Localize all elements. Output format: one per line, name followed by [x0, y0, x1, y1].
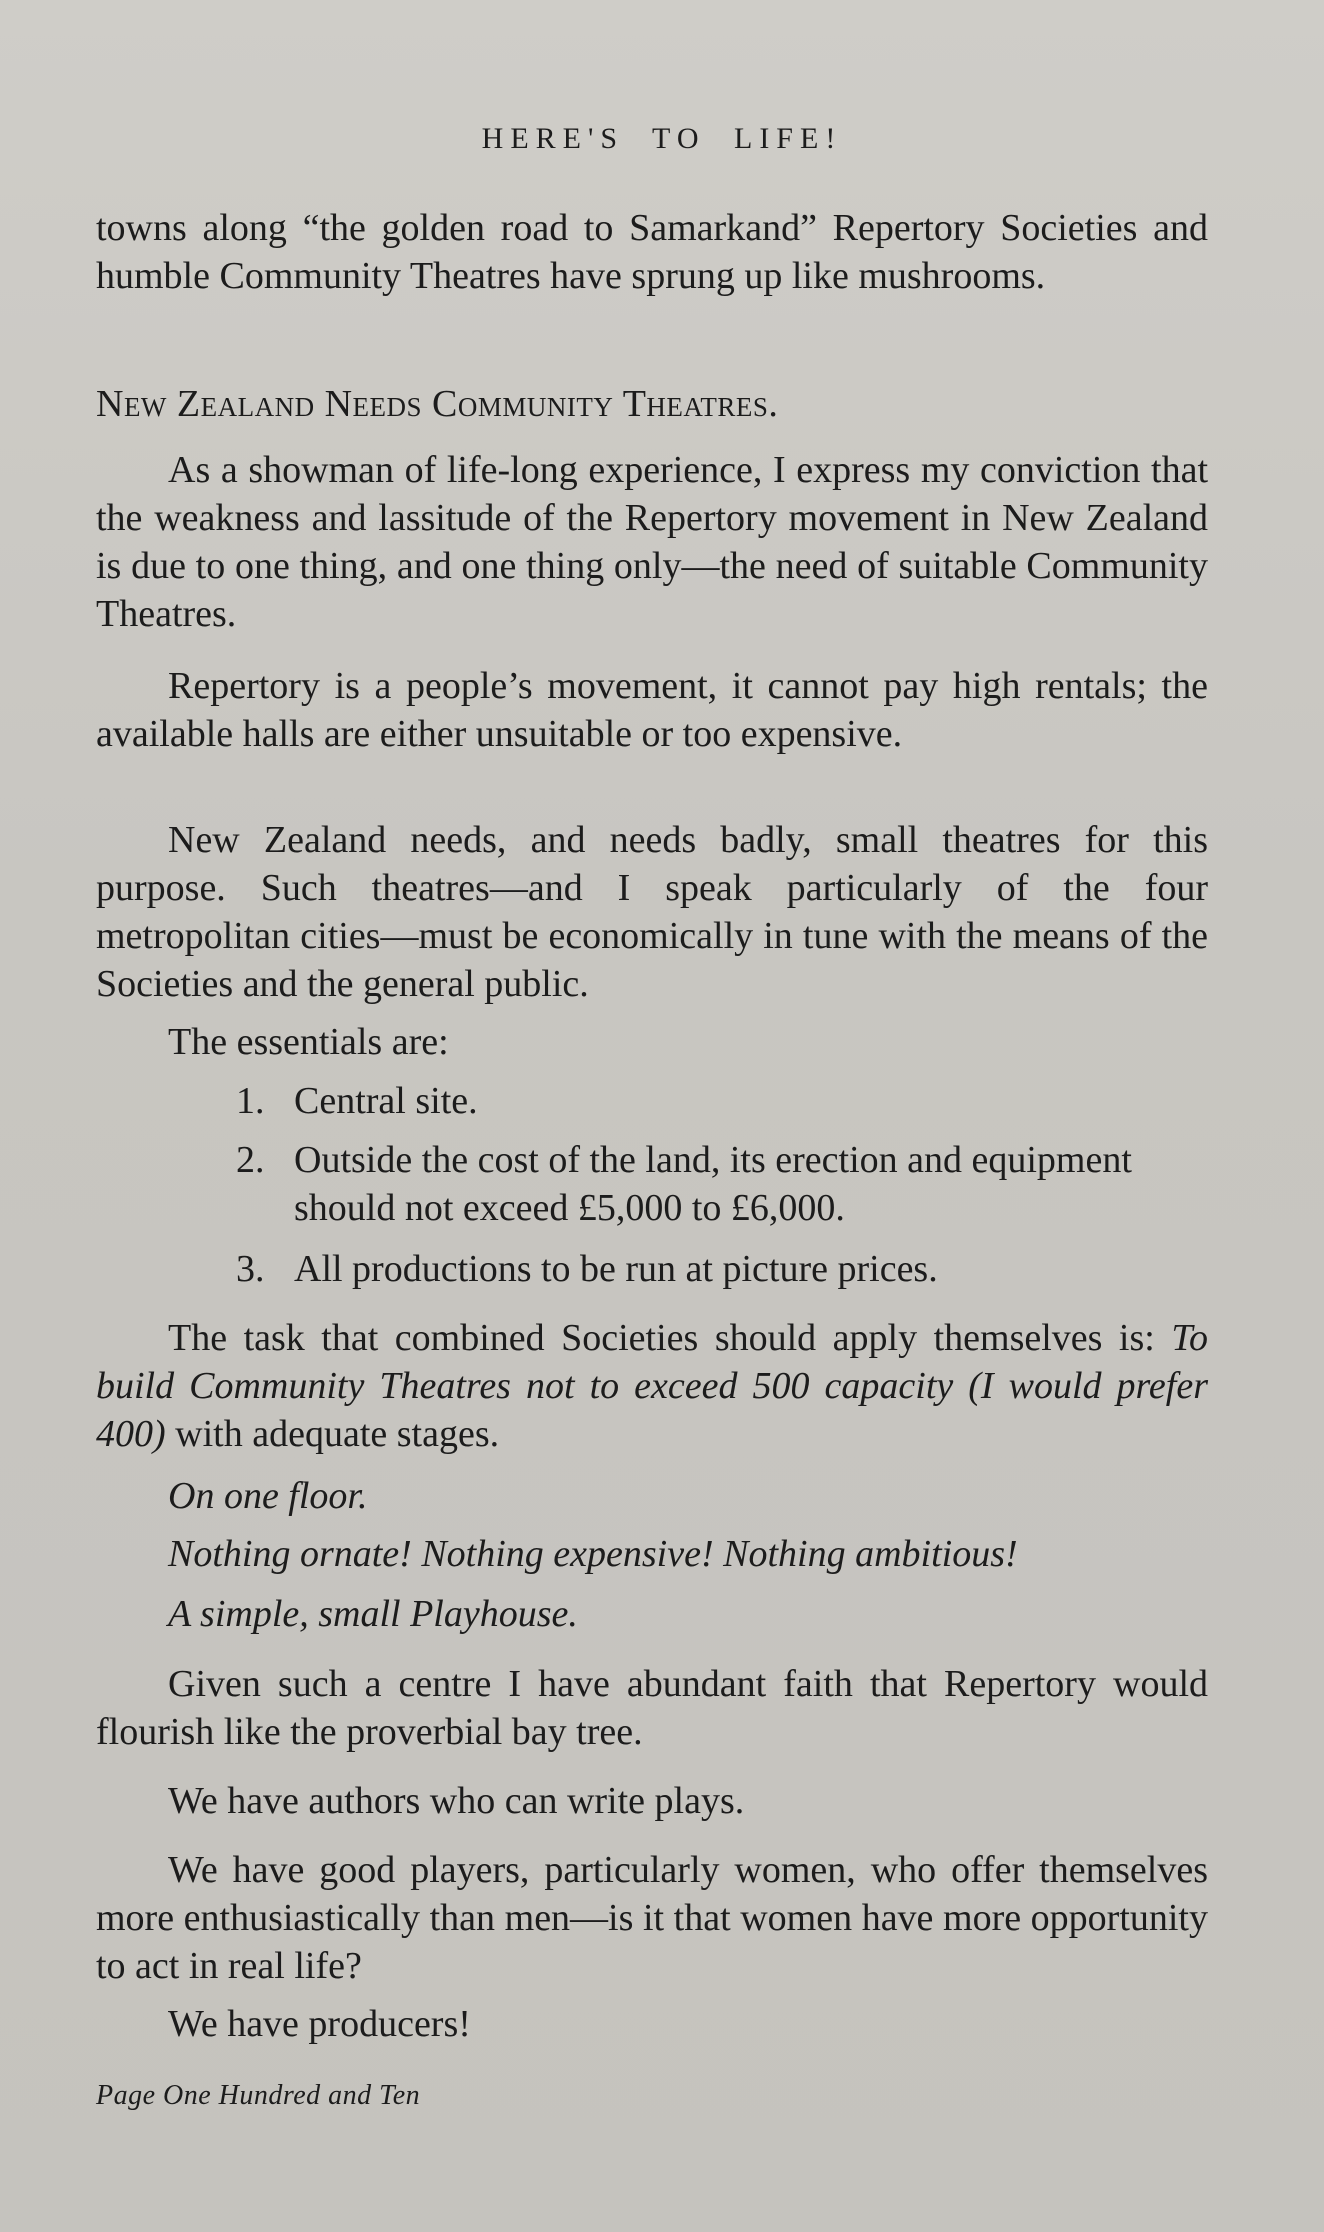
list-number: 1. [236, 1080, 265, 1122]
paragraph-continued: towns along “the golden road to Samarkand” Repertory Societies and humble Community Theatres have sprung up like mushrooms. [96, 207, 1208, 297]
running-head: HERE'S TO LIFE! [481, 122, 843, 155]
line-one-floor: On one floor. [168, 1475, 368, 1517]
paragraph-needs: New Zealand needs, and needs badly, small theatres for this purpose. Such theatres—and I speak particularly of the four metropolitan cities—must be economically in tune with the means of the Societies and the general public. [96, 819, 1208, 1005]
paragraph-authors: We have authors who can write plays. [168, 1780, 745, 1822]
paragraph-players: We have good players, particularly women, who offer themselves more enthusiastically than men—is it that women have more opportunity to act in real life? [96, 1849, 1208, 1987]
paragraph-essentials: The essentials are: [168, 1021, 449, 1063]
list-item-text: All productions to be run at picture prices. [294, 1248, 938, 1290]
list-item-text: Outside the cost of the land, its erection and equipment should not exceed £5,000 to £6,000. [294, 1139, 1132, 1229]
task-emphasis: To build Community Theatres not to exceed 500 capacity (I would prefer 400) [96, 1317, 1208, 1455]
paragraph-given-centre: Given such a centre I have abundant faith that Repertory would flourish like the proverbial bay tree. [96, 1663, 1208, 1753]
list-number: 3. [236, 1248, 265, 1290]
line-nothing-ornate: Nothing ornate! Nothing expensive! Nothing ambitious! [168, 1533, 1018, 1575]
section-heading: New Zealand Needs Community Theatres. [96, 383, 779, 425]
paragraph-repertory: Repertory is a people’s movement, it cannot pay high rentals; the available halls are either unsuitable or too expensive. [96, 665, 1208, 755]
paragraph-producers: We have producers! [168, 2003, 471, 2045]
task-tail: with adequate stages. [175, 1413, 500, 1455]
paragraph-showman: As a showman of life-long experience, I express my conviction that the weakness and lassitude of the Repertory movement in New Zealand is due to one thing, and one thing only—the need of suitable Community Theatres. [96, 449, 1208, 635]
list-item-text: Central site. [294, 1080, 478, 1122]
page-footer: Page One Hundred and Ten [96, 2080, 421, 2111]
paragraph-task [96, 1314, 1208, 1458]
list-number: 2. [236, 1139, 265, 1181]
task-lead: The task that combined Societies should apply themselves is: [168, 1317, 1155, 1359]
line-simple-playhouse: A simple, small Playhouse. [168, 1593, 578, 1635]
